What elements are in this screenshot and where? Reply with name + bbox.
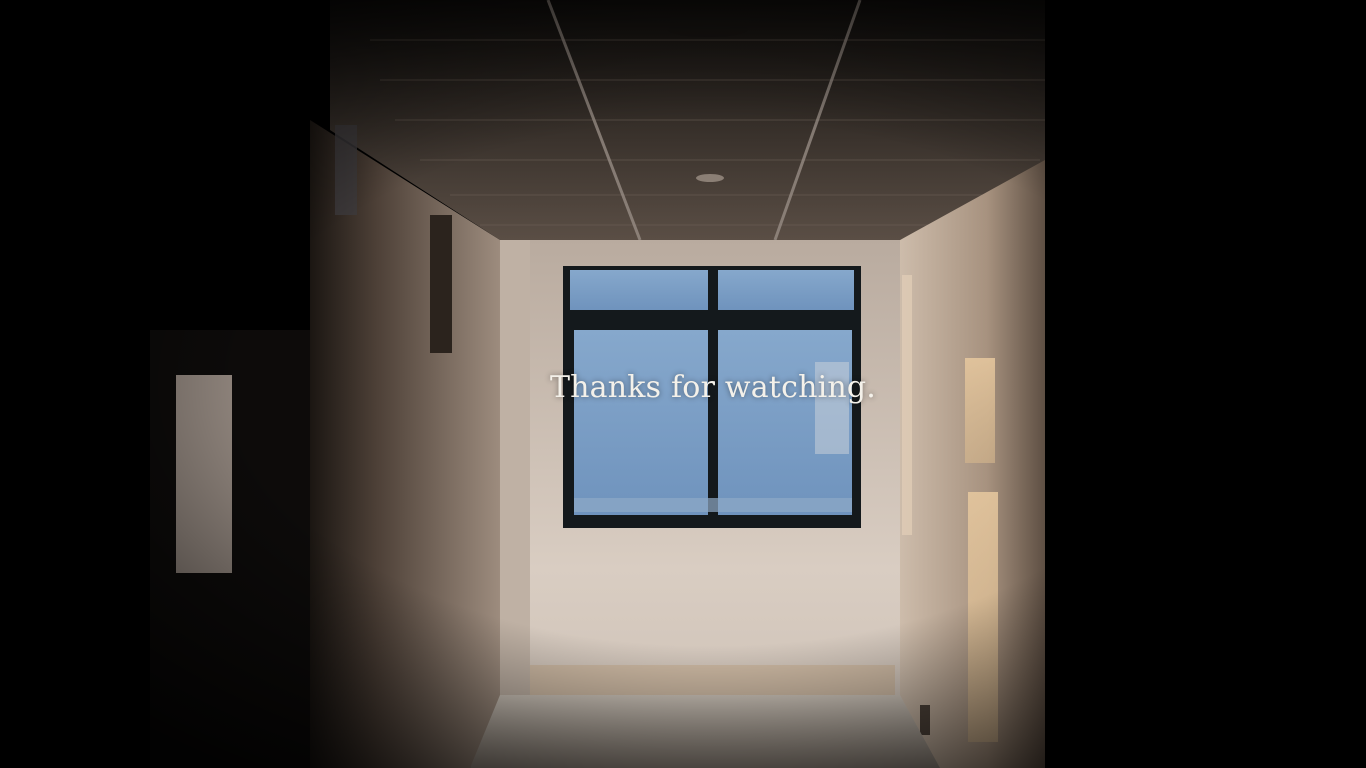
end-caption: Thanks for watching. bbox=[549, 370, 877, 405]
